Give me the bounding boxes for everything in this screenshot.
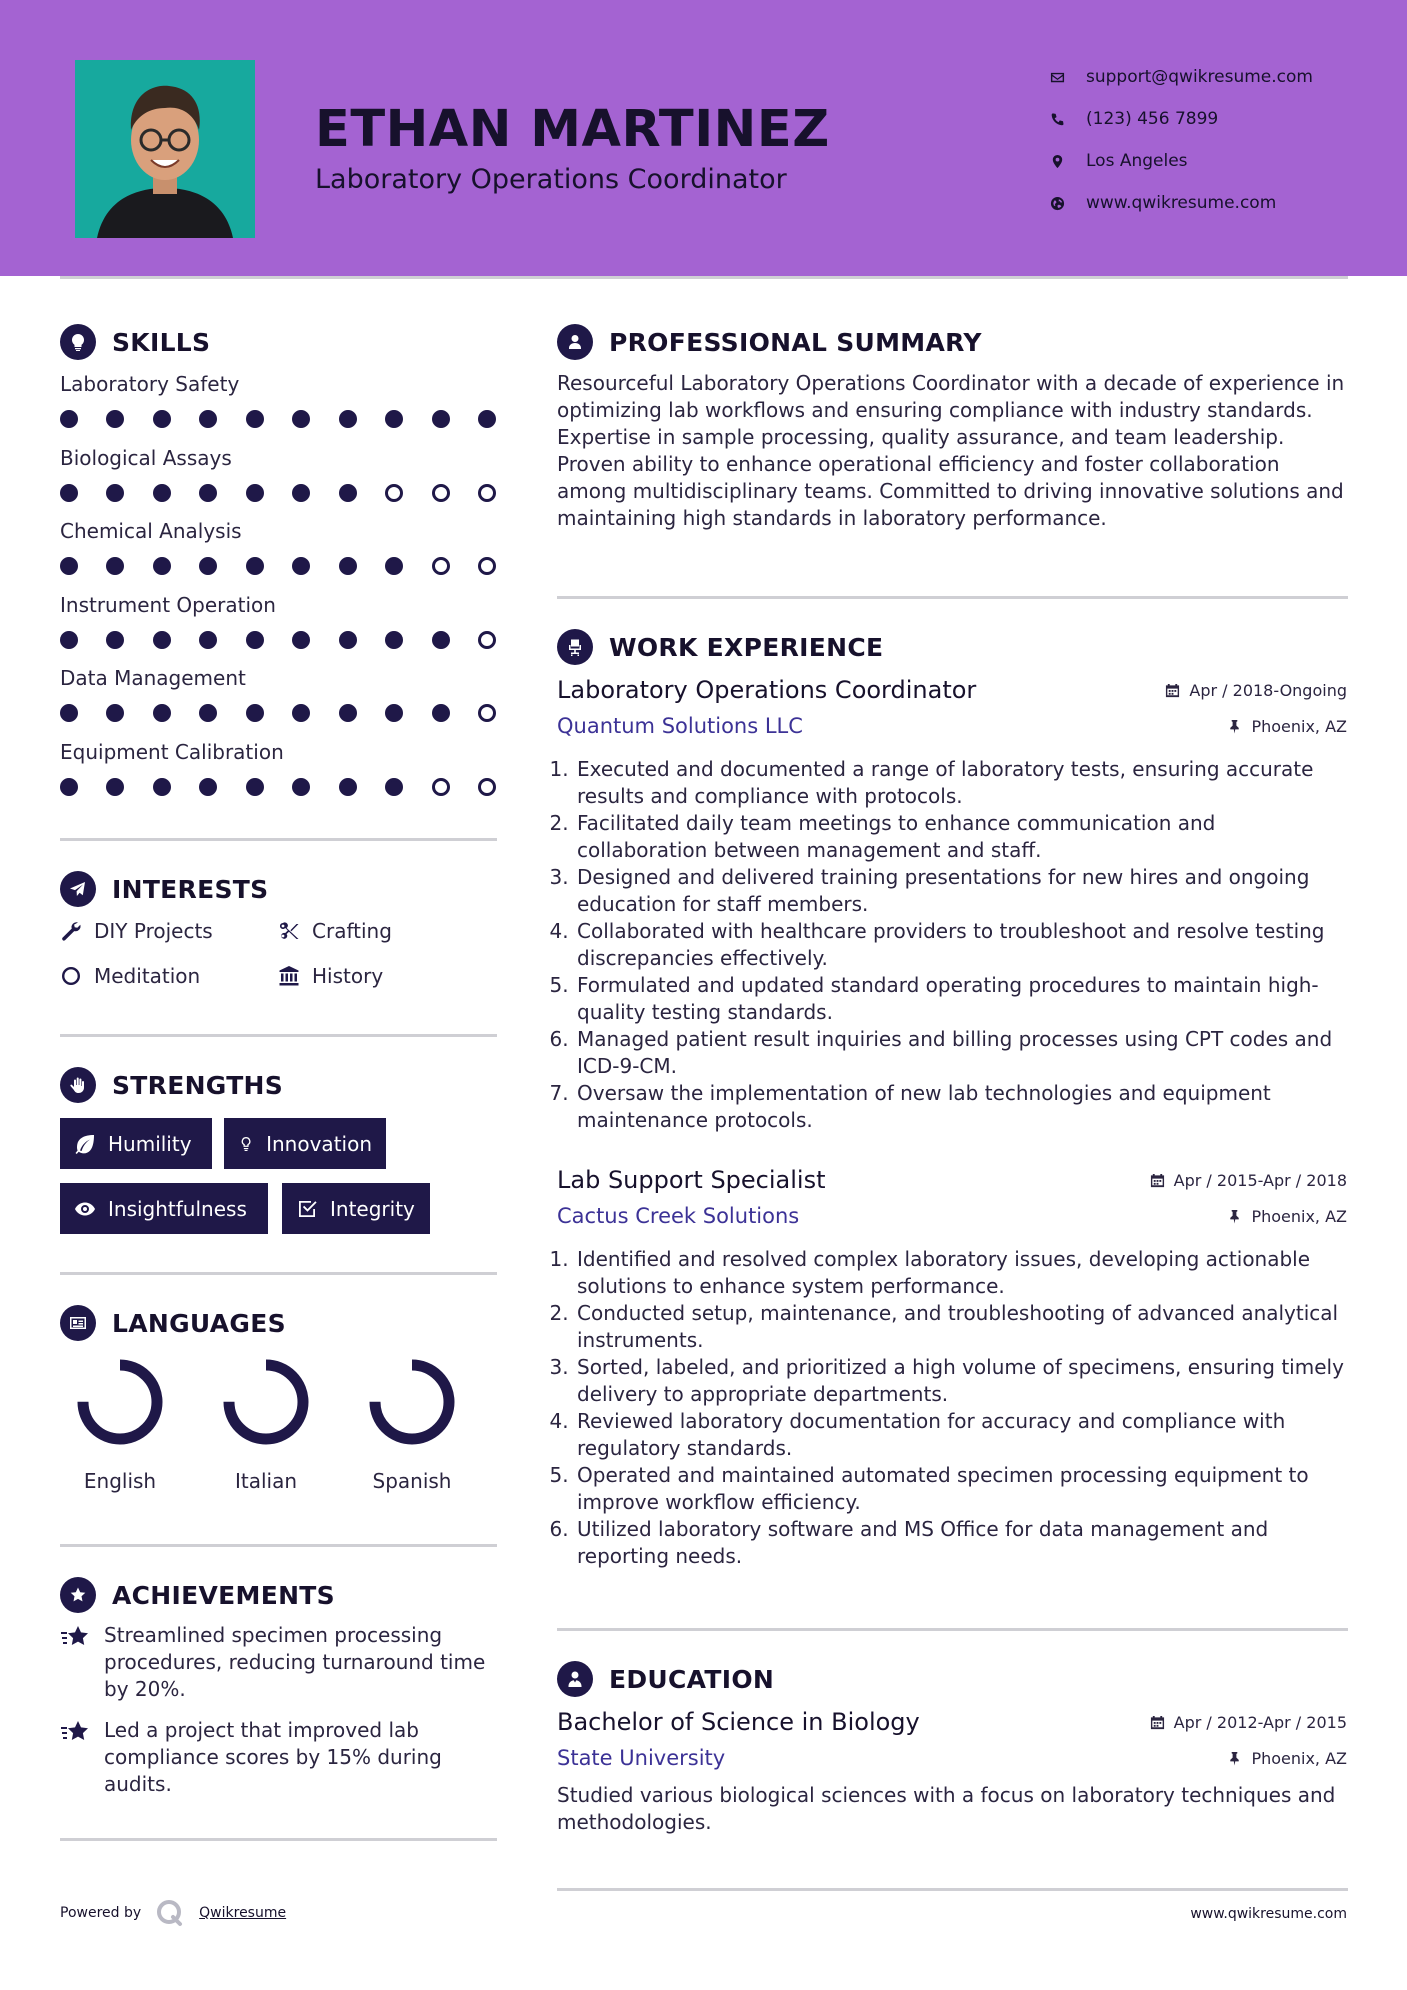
education-heading [557,1661,774,1697]
envelope-icon [1050,70,1086,85]
skill-row [60,740,500,796]
education-divider [557,1888,1348,1891]
language-name: English [83,1469,157,1493]
office-chair-icon [557,629,593,665]
rating-dot-filled [246,484,264,502]
skill-row [60,666,500,722]
language-item [65,1357,175,1493]
interests-heading [60,871,268,907]
contact-website-text: www.qwikresume.com [1086,193,1277,213]
skill-name: Data Management [60,666,246,690]
contact-location [1050,140,1313,182]
rating-dot-empty [432,557,450,575]
responsibility-item: 7. Oversaw the implementation of new lab technologies and equipment maintenance protocols. [575,1080,1347,1134]
interest-label: DIY Projects [94,919,213,943]
job-location-text: Phoenix, AZ [1251,1206,1347,1226]
person-portrait-image [75,60,255,238]
job-dates-text: Apr / 2018-Ongoing [1189,680,1347,700]
language-name: Italian [234,1469,298,1493]
strengths-title: STRENGTHS [112,1070,284,1100]
interests-title: INTERESTS [112,874,269,904]
job-title: Laboratory Operations Coordinator [557,676,977,704]
skill-rating [60,557,496,575]
summary-divider [557,596,1348,599]
rating-dot-filled [153,557,171,575]
rating-dot-filled [106,557,124,575]
resume-header [0,0,1407,276]
skills-heading [60,324,210,360]
rating-dot-filled [106,410,124,428]
strength-tag-integrity [282,1183,430,1234]
job-location [1227,717,1347,736]
rating-dot-filled [292,410,310,428]
rating-dot-filled [153,778,171,796]
skill-rating [60,631,496,649]
responsibility-item: 3. Designed and delivered training presentations for new hires and ongoing education for staff members. [575,864,1347,918]
education-dates [1150,1713,1347,1732]
achievements-heading [60,1577,335,1613]
rating-dot-filled [246,557,264,575]
rating-dot-filled [60,704,78,722]
strength-label: Insightfulness [108,1196,247,1221]
languages-title: LANGUAGES [112,1308,286,1338]
skills-divider [60,838,497,841]
contact-email-text: support@qwikresume.com [1086,67,1313,87]
contact-website[interactable] [1050,182,1313,224]
lightbulb-icon [60,324,96,360]
wrench-icon [60,920,82,942]
rating-dot-filled [432,631,450,649]
rating-dot-filled [246,704,264,722]
education-description: Studied various biological sciences with a focus on laboratory techniques and methodologies. [557,1783,1336,1834]
achievements-divider [60,1838,497,1841]
skill-name: Biological Assays [60,445,232,470]
education-location-text: Phoenix, AZ [1251,1748,1347,1768]
rating-dot-filled [478,410,496,428]
skill-name: Equipment Calibration [60,739,284,764]
summary-text: Resourceful Laboratory Operations Coordinator with a decade of experience in optimizing lab workflows and ensuring compliance with industry standards. Expertise in sample processing, quality assurance, and team leadership. Proven ability to enhance operational efficiency and foster collaboration among multidisciplinary teams. Committed to driving innovative solutions and maintaining high standards in laboratory performance. [557,371,1345,530]
powered-by-text: Powered by [60,1905,142,1921]
calendar-icon [1150,1715,1165,1730]
rating-dot-filled [292,484,310,502]
job-dates [1165,681,1347,700]
job-title: Lab Support Specialist [557,1166,826,1194]
rating-dot-filled [339,557,357,575]
skill-rating [60,484,496,502]
rating-dot-filled [106,631,124,649]
phone-icon [1050,112,1086,127]
candidate-name: ETHAN MARTINEZ [315,100,830,159]
rating-dot-filled [385,410,403,428]
experience-heading [557,629,883,665]
rating-dot-empty [432,778,450,796]
language-item [357,1357,467,1493]
skill-name: Chemical Analysis [60,519,242,543]
pushpin-icon [1227,1751,1242,1766]
interest-crafting [278,919,392,943]
responsibility-item: 6. Utilized laboratory software and MS Office for data management and reporting needs. [575,1516,1347,1570]
job-location-text: Phoenix, AZ [1251,716,1347,736]
strengths-heading [60,1067,283,1103]
skill-row [60,519,500,575]
language-proficiency-arc [229,1365,303,1439]
rating-dot-filled [246,778,264,796]
footer-powered-by [60,1898,286,1928]
footer-website[interactable]: www.qwikresume.com [1190,1906,1347,1922]
skill-row [60,446,500,502]
responsibility-item: 5. Operated and maintained automated specimen processing equipment to improve workflow efficiency. [575,1462,1347,1516]
strengths-divider [60,1272,497,1275]
rating-dot-filled [199,704,217,722]
rating-dot-filled [292,631,310,649]
rating-dot-filled [292,557,310,575]
rating-dot-filled [199,778,217,796]
user-icon [557,324,593,360]
rating-dot-filled [60,631,78,649]
rating-dot-filled [339,484,357,502]
rating-dot-filled [385,704,403,722]
language-proficiency-arc [83,1365,157,1439]
language-proficiency-ring [367,1357,457,1447]
responsibility-item: 4. Collaborated with healthcare providers to troubleshoot and resolve testing discrepancies effectively. [575,918,1347,972]
pushpin-icon [1227,1209,1242,1224]
achievement-item [60,1717,500,1798]
strength-tag-humility [60,1118,212,1169]
lightbulb-icon [238,1133,254,1155]
company-name: Cactus Creek Solutions [557,1204,800,1228]
achievement-item [60,1622,500,1703]
interest-meditation [60,964,200,988]
summary-heading [557,324,982,360]
star-icon [60,1719,92,1747]
rating-dot-filled [60,484,78,502]
candidate-role: Laboratory Operations Coordinator [315,164,787,195]
job-dates [1150,1171,1347,1190]
job-responsibilities [557,1246,1347,1570]
experience-title: WORK EXPERIENCE [609,632,884,662]
school-name: State University [557,1746,726,1770]
contact-phone[interactable] [1050,98,1313,140]
job-dates-text: Apr / 2015-Apr / 2018 [1173,1170,1347,1190]
check-square-icon [296,1198,318,1220]
rating-dot-empty [478,704,496,722]
rating-dot-filled [153,704,171,722]
responsibility-item: 1. Identified and resolved complex laboratory issues, developing actionable solutions to enhance system performance. [575,1246,1347,1300]
rating-dot-empty [478,484,496,502]
rating-dot-filled [339,704,357,722]
skill-row [60,593,500,649]
strength-label: Humility [108,1131,192,1156]
language-name: Spanish [372,1469,452,1493]
interest-history [278,964,383,988]
header-divider [60,276,1348,279]
rating-dot-filled [246,410,264,428]
rating-dot-filled [153,484,171,502]
scissors-icon [278,920,300,942]
rating-dot-filled [339,410,357,428]
language-item [211,1357,321,1493]
responsibility-item: 4. Reviewed laboratory documentation for accuracy and compliance with regulatory standards. [575,1408,1347,1462]
rating-dot-filled [385,557,403,575]
education-dates-text: Apr / 2012-Apr / 2015 [1173,1712,1347,1732]
rating-dot-filled [199,631,217,649]
institution-icon [278,965,300,987]
rating-dot-filled [106,484,124,502]
achievement-text: Streamlined specimen processing procedures, reducing turnaround time by 20%. [104,1623,486,1701]
interest-label: History [312,964,384,988]
hand-paper-icon [60,1067,96,1103]
interest-label: Crafting [312,919,392,943]
responsibility-item: 1. Executed and documented a range of laboratory tests, ensuring accurate results and compliance with protocols. [575,756,1347,810]
rating-dot-filled [432,410,450,428]
skills-title: SKILLS [112,327,211,357]
rating-dot-filled [60,778,78,796]
degree-title: Bachelor of Science in Biology [557,1708,920,1736]
rating-dot-filled [106,704,124,722]
summary-title: PROFESSIONAL SUMMARY [609,327,982,357]
rating-dot-filled [60,557,78,575]
rating-dot-filled [60,410,78,428]
rating-dot-filled [199,410,217,428]
education-title: EDUCATION [609,1664,775,1694]
interests-divider [60,1034,497,1037]
rating-dot-empty [432,484,450,502]
interest-label: Meditation [94,964,201,988]
job-entry [557,1166,1347,1570]
graduate-icon [557,1661,593,1697]
pushpin-icon [1227,719,1242,734]
circle-icon [60,965,82,987]
star-icon [60,1624,92,1652]
rating-dot-filled [246,631,264,649]
id-card-icon [60,1305,96,1341]
achievement-text: Led a project that improved lab compliance scores by 15% during audits. [104,1718,442,1796]
language-proficiency-ring [75,1357,165,1447]
contact-location-text: Los Angeles [1086,151,1188,171]
rating-dot-filled [292,778,310,796]
qwikresume-logo-icon [155,1898,185,1928]
responsibility-item: 2. Conducted setup, maintenance, and troubleshooting of advanced analytical instruments. [575,1300,1347,1354]
skill-rating [60,410,496,428]
responsibility-item: 3. Sorted, labeled, and prioritized a high volume of specimens, ensuring timely delivery to appropriate departments. [575,1354,1347,1408]
map-marker-icon [1050,154,1086,169]
rating-dot-empty [385,484,403,502]
rating-dot-filled [153,631,171,649]
language-proficiency-ring [221,1357,311,1447]
job-entry [557,676,1347,1134]
experience-divider [557,1628,1348,1631]
education-location [1227,1749,1347,1768]
skill-row [60,372,500,428]
contact-email[interactable] [1050,56,1313,98]
contact-list [1050,56,1313,224]
skill-rating [60,704,496,722]
company-name: Quantum Solutions LLC [557,714,803,738]
job-location [1227,1207,1347,1226]
rating-dot-empty [478,557,496,575]
achievements-title: ACHIEVEMENTS [112,1580,335,1610]
responsibility-item: 5. Formulated and updated standard operating procedures to maintain high-quality testing standards. [575,972,1347,1026]
strength-label: Integrity [330,1196,415,1221]
interest-diy-projects [60,919,213,943]
education-entry [557,1708,1347,1836]
qwikresume-link[interactable]: Qwikresume [199,1905,287,1921]
responsibility-item: 6. Managed patient result inquiries and billing processes using CPT codes and ICD-9-CM. [575,1026,1347,1080]
skill-name: Laboratory Safety [60,372,240,396]
rating-dot-filled [199,557,217,575]
rating-dot-filled [385,631,403,649]
eye-icon [74,1198,96,1220]
rating-dot-filled [432,704,450,722]
rating-dot-filled [292,704,310,722]
strength-label: Innovation [266,1131,372,1156]
globe-icon [1050,196,1086,211]
calendar-icon [1165,683,1180,698]
rating-dot-filled [339,778,357,796]
contact-phone-text: (123) 456 7899 [1086,109,1219,129]
star-badge-icon [60,1577,96,1613]
languages-heading [60,1305,286,1341]
rating-dot-filled [339,631,357,649]
rating-dot-filled [153,410,171,428]
rating-dot-empty [478,778,496,796]
rating-dot-filled [385,778,403,796]
language-proficiency-arc [375,1365,449,1439]
strength-tag-insightfulness [60,1183,268,1234]
profile-photo [75,60,255,238]
strength-tag-innovation [224,1118,386,1169]
languages-divider [60,1544,497,1547]
rating-dot-empty [478,631,496,649]
skill-rating [60,778,496,796]
leaf-icon [74,1133,96,1155]
responsibility-item: 2. Facilitated daily team meetings to enhance communication and collaboration between management and staff. [575,810,1347,864]
rating-dot-filled [106,778,124,796]
calendar-icon [1150,1173,1165,1188]
skill-name: Instrument Operation [60,592,276,617]
rating-dot-filled [199,484,217,502]
paper-plane-icon [60,871,96,907]
job-responsibilities [557,756,1347,1134]
